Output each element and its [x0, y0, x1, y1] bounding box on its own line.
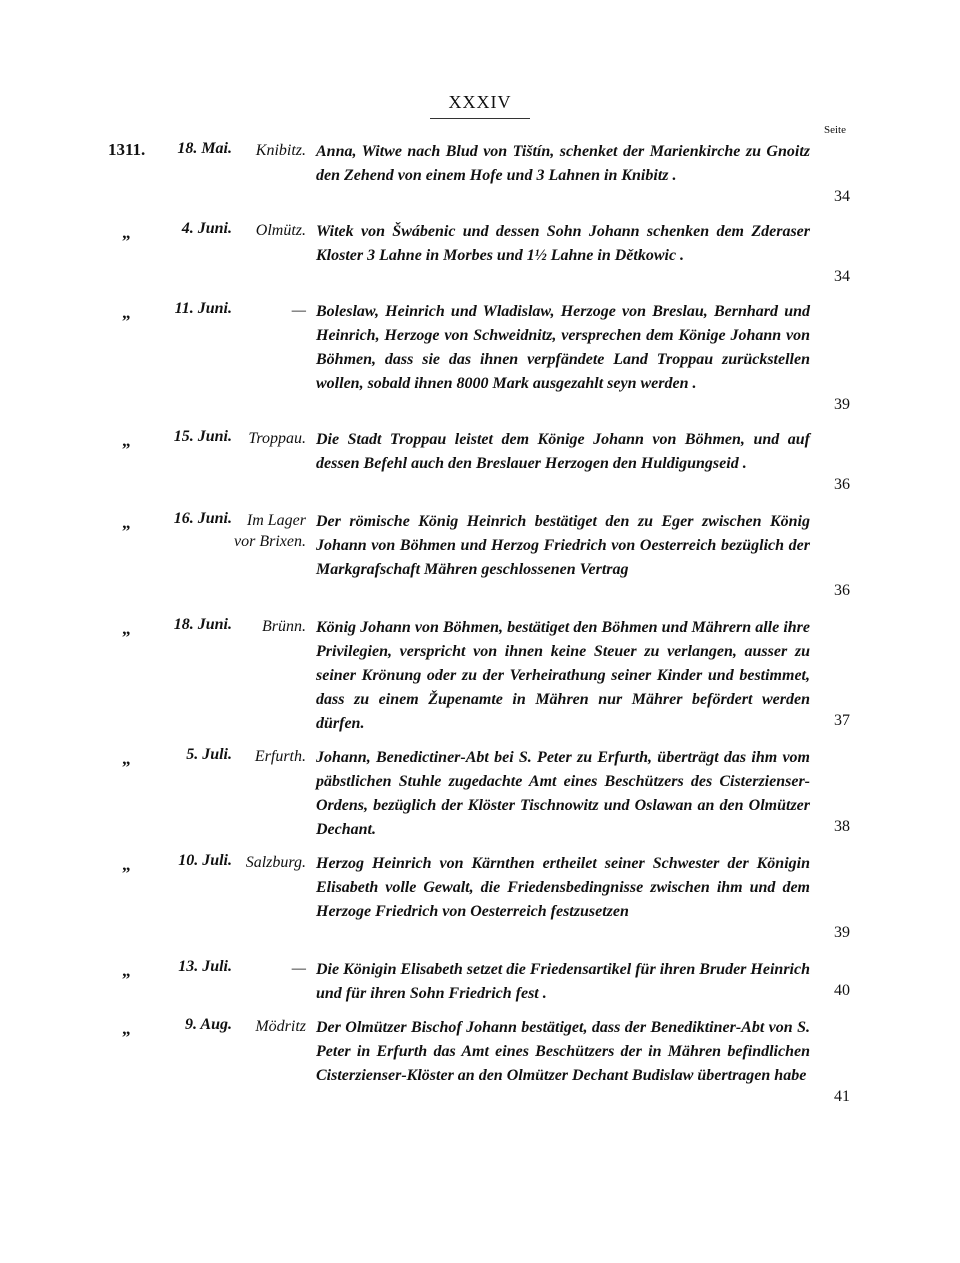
entry-ditto: „: [122, 223, 131, 242]
entry-page: 39: [834, 396, 850, 413]
entry-text: Anna, Witwe nach Blud von Tištín, schenket der Marienkirche zu Gnoitz den Zehend von einem Hofe und 3 Lahnen in Knibitz .: [316, 143, 810, 184]
entry-date: 13. Juli.: [178, 958, 232, 975]
page-column-label: Seite: [824, 124, 846, 136]
entry-place: Erfurth.: [254, 748, 306, 765]
entry-date: 15. Juni.: [173, 428, 232, 445]
entry-ditto: „: [122, 1019, 131, 1038]
entry-ditto: „: [122, 749, 131, 768]
entry-page: 34: [834, 188, 850, 205]
entry-place: Salzburg.: [245, 854, 306, 871]
entry-ditto: „: [122, 855, 131, 874]
page-number: XXXIV: [448, 92, 512, 112]
entry-date: 4. Juni.: [181, 220, 232, 237]
entry-place: Olmütz.: [255, 222, 306, 239]
entry-text: Johann, Benedictiner-Abt bei S. Peter zu Erfurth, überträgt das ihm vom päbstlichen Stuhle zugedachte Amt eines Beschützers des Cisterzienser-Ordens, bezüglich der Klöster Tischnowitz und Oslawan an den Olmützer Dechant.: [316, 749, 810, 838]
entry-page: 36: [834, 582, 850, 599]
entry-date: 5. Juli.: [186, 746, 232, 763]
entry-page: 34: [834, 268, 850, 285]
entry-date: 11. Juni.: [174, 300, 232, 317]
entry-place: Im Lager vor Brixen.: [234, 512, 306, 550]
entry-text: König Johann von Böhmen, bestätiget den Böhmen und Mährern alle ihre Privilegien, verspricht von ihnen keine Steuer zu verlangen, ausser zu seiner Krönung oder zu der Verheirathung seiner Kinder und bestimmet, dass zu einem Župenamte in Mähren nur Mährer befördert werden dürfen.: [316, 619, 810, 732]
entry-date: 9. Aug.: [185, 1016, 232, 1033]
entry-year: 1311.: [108, 140, 146, 159]
entry-page: 41: [834, 1088, 850, 1105]
entry-text: Die Königin Elisabeth setzet die Friedensartikel für ihren Bruder Heinrich und für ihren Sohn Friedrich fest .: [316, 961, 810, 1002]
entry-text: Die Stadt Troppau leistet dem Könige Johann von Böhmen, und auf dessen Befehl auch den Breslauer Herzogen den Huldigungseid .: [316, 431, 810, 472]
entry-page: 39: [834, 924, 850, 941]
entry-text: Der Olmützer Bischof Johann bestätiget, dass der Benediktiner-Abt von S. Peter in Erfurth das Amt eines Beschützers der in Mähren befindlichen Cisterzienser-Klöster an den Olmützer Dechant Budislaw übertragen habe: [316, 1019, 810, 1084]
entry-date: 16. Juni.: [173, 510, 232, 527]
entry-ditto: „: [122, 303, 131, 322]
entry-page: 36: [834, 476, 850, 493]
entry-text: Boleslaw, Heinrich und Wladislaw, Herzoge von Breslau, Bernhard und Heinrich, Herzoge von Schweidnitz, versprechen dem Könige Johann von Böhmen, dass sie das ihnen verpfändete Land Troppau zurückstellen wollen, sobald ihnen 8000 Mark ausgezahlt seyn werden .: [316, 303, 810, 392]
entry-place: Troppau.: [248, 430, 306, 447]
entry-place: Knibitz.: [255, 142, 306, 159]
entry-place: —: [291, 302, 306, 319]
entry-page: 40: [834, 982, 850, 999]
entry-text: Witek von Šwábenic und dessen Sohn Johann schenken dem Zderaser Kloster 3 Lahne in Morbes und 1½ Lahne in Dětkowic .: [316, 223, 810, 264]
entry-date: 18. Juni.: [173, 616, 232, 633]
entry-ditto: „: [122, 513, 131, 532]
entry-text: Herzog Heinrich von Kärnthen ertheilet seiner Schwester der Königin Elisabeth volle Gewalt, die Friedensbedingnisse zwischen ihm und dem Herzoge Friedrich von Oesterreich festzusetzen: [316, 855, 810, 920]
entry-page: 37: [834, 712, 850, 729]
entry-text: Der römische König Heinrich bestätiget den zu Eger zwischen König Johann von Böhmen und Herzog Friedrich von Oesterreich bezüglich der Markgrafschaft Mähren geschlossenen Vertrag: [316, 513, 810, 578]
entry-place: —: [291, 960, 306, 977]
entry-place: Brünn.: [262, 618, 306, 635]
page-number-rule: [430, 118, 530, 119]
entry-date: 18. Mai.: [177, 140, 232, 157]
entry-place: Mödritz: [255, 1018, 306, 1035]
entry-ditto: „: [122, 961, 131, 980]
entry-ditto: „: [122, 619, 131, 638]
entry-page: 38: [834, 818, 850, 835]
entry-ditto: „: [122, 431, 131, 450]
entry-date: 10. Juli.: [178, 852, 232, 869]
